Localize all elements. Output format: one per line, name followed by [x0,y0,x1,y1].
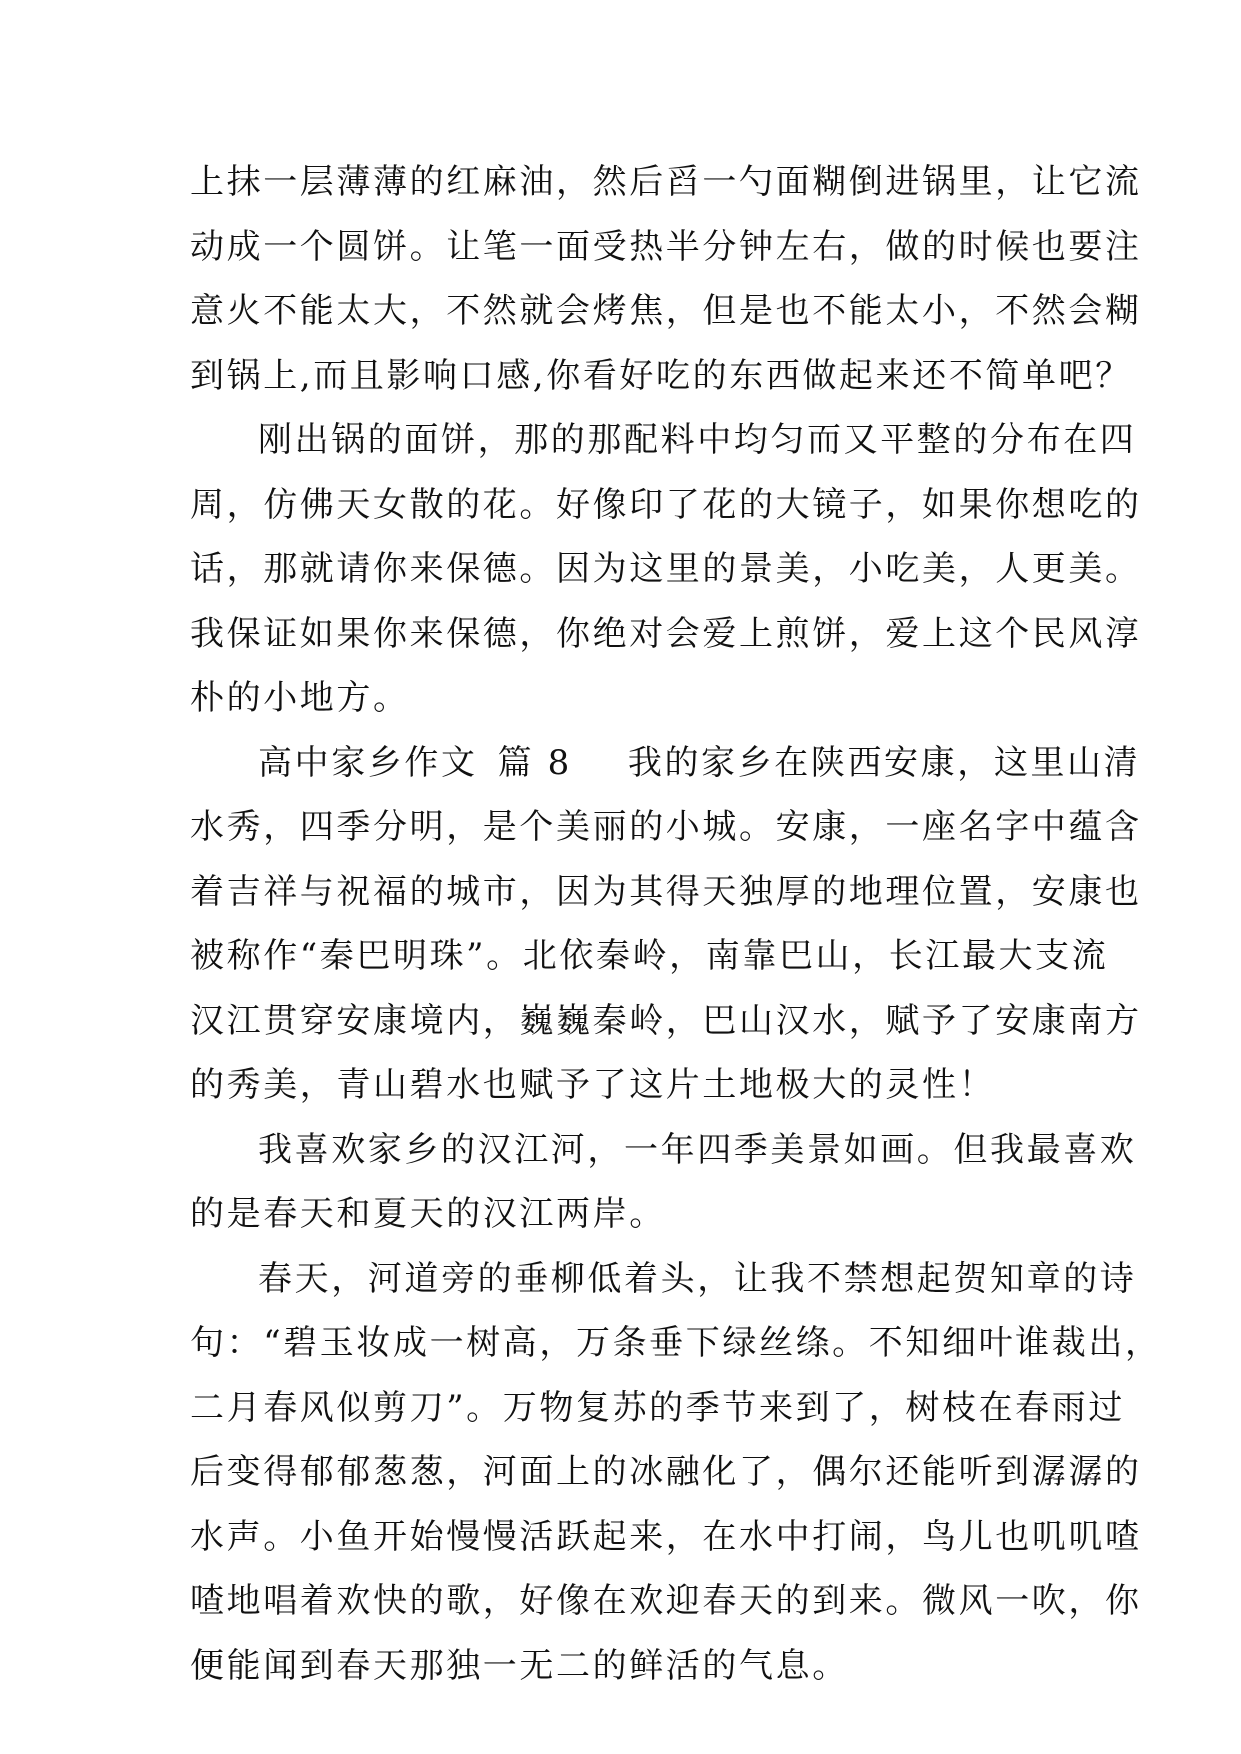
text-line: 春天，河道旁的垂柳低着头，让我不禁想起贺知章的诗 [258,1258,1137,1299]
text-line: 话，那就请你来保德。因为这里的景美，小吃美，人更美。 [190,549,1142,589]
document-body [190,150,1162,1698]
paragraph-1 [190,150,1142,408]
text-line: 刚出锅的面饼，那的那配料中均匀而又平整的分布在四 [258,420,1137,460]
text-line: 水秀，四季分明，是个美丽的小城。安康，一座名字中蕴含 [190,807,1142,847]
text-line: 后变得郁郁葱葱，河面上的冰融化了，偶尔还能听到潺潺的 [190,1452,1142,1492]
text-line: 便能闻到春天那独一无二的鲜活的气息。 [190,1645,849,1686]
text-line: 句：“碧玉妆成一树高，万条垂下绿丝绦。不知细叶谁裁出， [190,1323,1162,1363]
text-line-start: 我的家乡在陕西安康，这里山清 [627,742,1141,783]
paragraph-5 [190,1247,1162,1699]
paragraph-2 [190,408,1142,731]
text-line: 的秀美，青山碧水也赋予了这片土地极大的灵性！ [190,1065,996,1105]
text-line: 二月春风似剪刀”。万物复苏的季节来到了，树枝在春雨过 [190,1387,1125,1428]
text-line: 被称作“秦巴明珠”。北依秦岭，南靠巴山，长江最大支流 [190,936,1109,976]
paragraph-4 [190,1118,1137,1247]
text-line: 汉江贯穿安康境内，巍巍秦岭，巴山汉水，赋予了安康南方 [190,1000,1142,1041]
text-line: 喳地唱着欢快的歌，好像在欢迎春天的到来。微风一吹，你 [190,1581,1142,1621]
text-line: 我喜欢家乡的汉江河，一年四季美景如画。但我最喜欢 [258,1129,1137,1170]
text-line: 意火不能太大，不然就会烤焦，但是也不能太小，不然会糊 [190,291,1142,331]
text-line: 周，仿佛天女散的花。好像印了花的大镜子，如果你想吃的 [190,484,1142,525]
text-line: 到锅上,而且影响口感,你看好吃的东西做起来还不简单吧？ [190,355,1132,396]
text-line: 动成一个圆饼。让笔一面受热半分钟左右，做的时候也要注 [190,226,1142,267]
text-line: 水声。小鱼开始慢慢活跃起来，在水中打闹，鸟儿也叽叽喳 [190,1516,1142,1557]
text-line: 上抹一层薄薄的红麻油，然后舀一勺面糊倒进锅里，让它流 [190,162,1142,202]
section-heading-line [190,731,1141,796]
paragraph-3 [190,731,1142,1118]
text-line: 着吉祥与祝福的城市，因为其得天独厚的地理位置，安康也 [190,871,1142,912]
section-heading: 高中家乡作文 [258,742,478,783]
section-number: 篇 8 [497,742,572,783]
text-line: 的是春天和夏天的汉江两岸。 [190,1194,666,1234]
text-line: 我保证如果你来保德，你绝对会爱上煎饼，爱上这个民风淳 [190,613,1142,654]
text-line: 朴的小地方。 [190,678,410,718]
